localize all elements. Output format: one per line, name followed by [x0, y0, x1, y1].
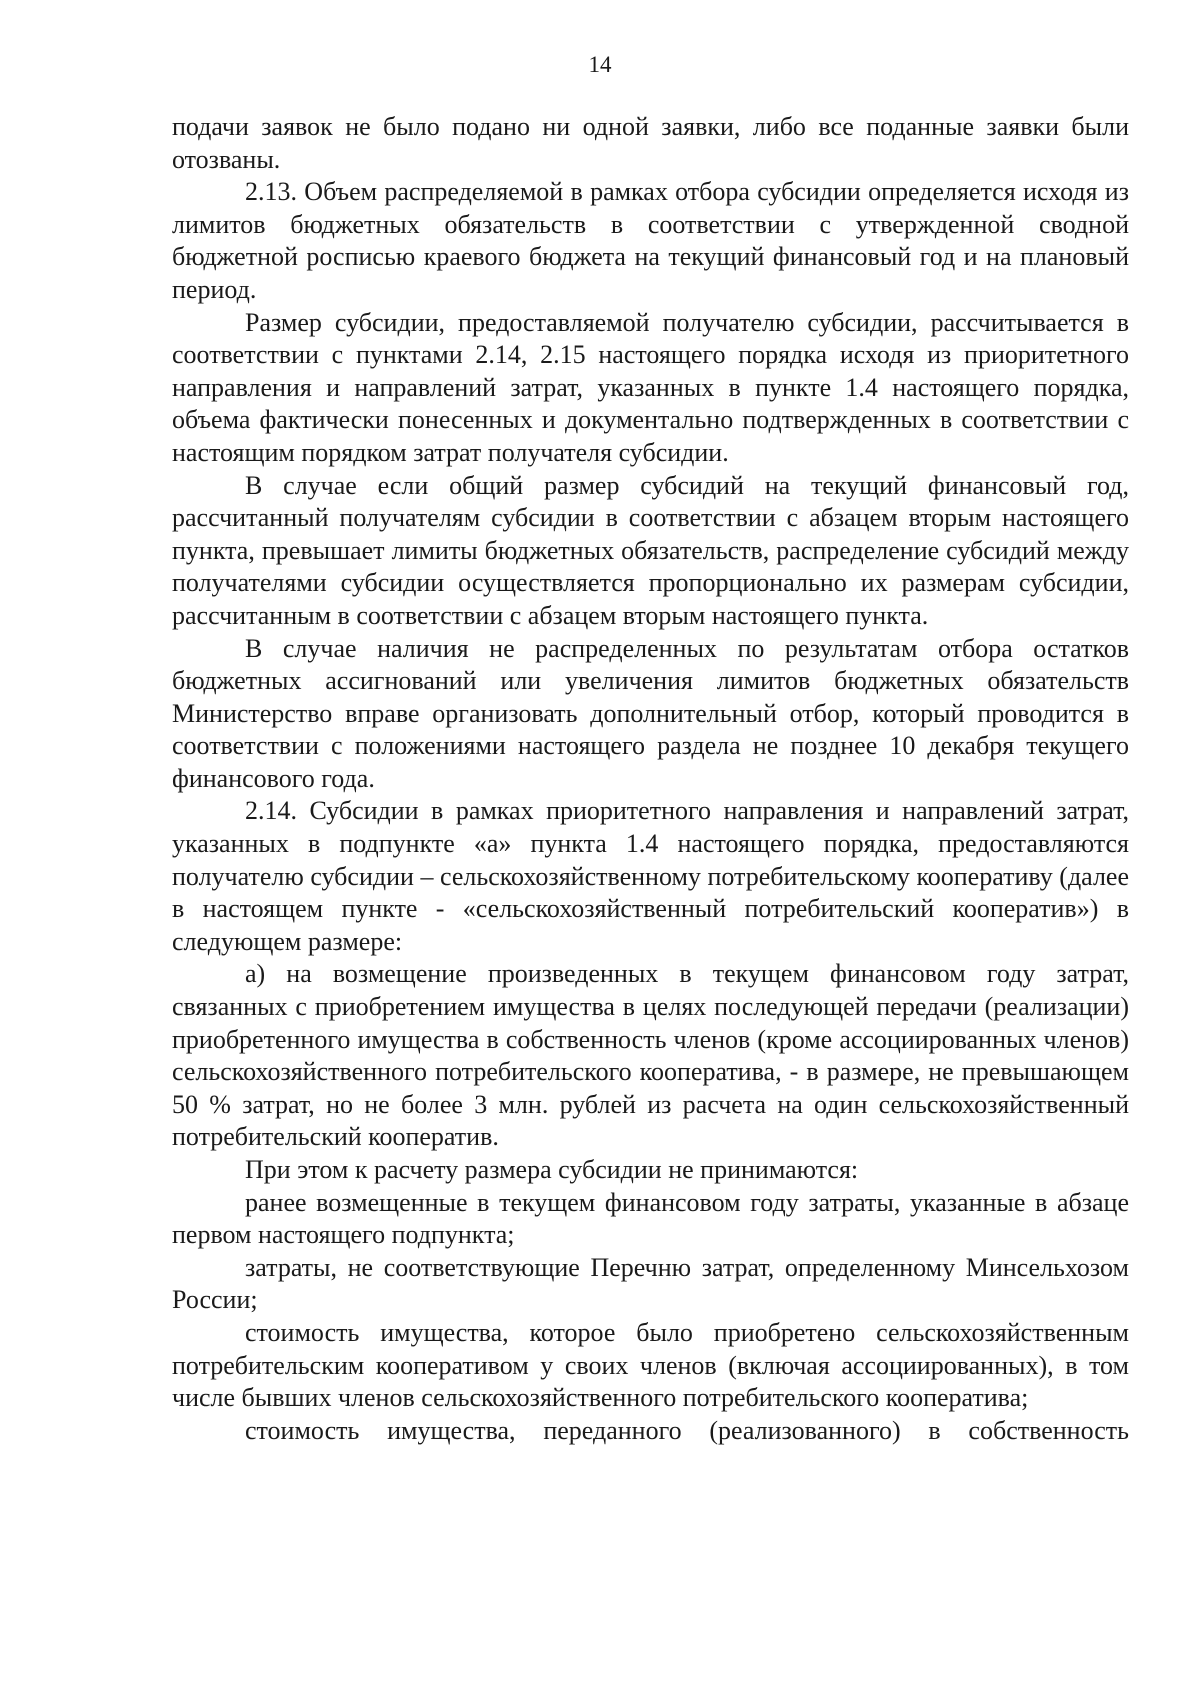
paragraph-limits-exceeded: В случае если общий размер субсидий на текущий финансовый год, рассчитанный получателям субсидии в соответствии с абзацем вторым настоящего пункта, превышает лимиты бюджетных обязательств, распределение субсидий между получателями субсидии осуществляется пропорционально их размерам субсидии, рассчитанным в соответствии с абзацем вторым настоящего пункта.	[172, 470, 1129, 630]
paragraph-additional-selection: В случае наличия не распределенных по результатам отбора остатков бюджетных ассигнований или увеличения лимитов бюджетных обязательств Министерство вправе организовать дополнительный отбор, который проводится в соответствии с положениями настоящего раздела не позднее 10 декабря текущего финансового года.	[172, 633, 1129, 793]
paragraph-property-from-members: стоимость имущества, которое было приобретено сельскохозяйственным потребительским кооперативом у своих членов (включая ассоциированных), в том числе бывших членов сельскохозяйственного потребительского кооператива;	[172, 1317, 1129, 1413]
paragraph-not-accepted: При этом к расчету размера субсидии не принимаются:	[245, 1155, 859, 1184]
paragraph-2-13: 2.13. Объем распределяемой в рамках отбора субсидии определяется исходя из лимитов бюджетных обязательств в соответствии с утвержденной сводной бюджетной росписью краевого бюджета на текущий финансовый год и на плановый период.	[172, 177, 1129, 304]
page-number: 14	[588, 52, 612, 77]
paragraph-nonconforming-costs: затраты, не соответствующие Перечню затрат, определенному Минсельхозом России;	[172, 1252, 1129, 1315]
paragraph-item-a: а) на возмещение произведенных в текущем финансовом году затрат, связанных с приобретением имущества в целях последующей передачи (реализации) приобретенного имущества в собственность членов (кроме ассоциированных членов) сельскохозяйственного потребительского кооператива, - в размере, не превышающем 50 % затрат, но не более 3 млн. рублей из расчета на один сельскохозяйственный потребительский кооператив.	[172, 959, 1129, 1152]
paragraph-previously-reimbursed: ранее возмещенные в текущем финансовом году затраты, указанные в абзаце первом настоящего подпункта;	[172, 1187, 1129, 1250]
paragraph-1: подачи заявок не было подано ни одной заявки, либо все поданные заявки были отозваны.	[172, 112, 1129, 174]
paragraph-property-transferred: стоимость имущества, переданного (реализованного) в собственность	[245, 1415, 1129, 1445]
document-body	[172, 111, 1129, 1447]
paragraph-2-14: 2.14. Субсидии в рамках приоритетного направления и направлений затрат, указанных в подпункте «а» пункта 1.4 настоящего порядка, предоставляются получателю субсидии – сельскохозяйственному потребительскому кооперативу (далее в настоящем пункте - «сельскохозяйственный потребительский кооператив») в следующем размере:	[172, 796, 1129, 956]
paragraph-subsidy-size: Размер субсидии, предоставляемой получателю субсидии, рассчитывается в соответствии с пунктами 2.14, 2.15 настоящего порядка исходя из приоритетного направления и направлений затрат, указанных в пункте 1.4 настоящего порядка, объема фактически понесенных и документально подтвержденных в соответствии с настоящим порядком затрат получателя субсидии.	[172, 307, 1129, 467]
